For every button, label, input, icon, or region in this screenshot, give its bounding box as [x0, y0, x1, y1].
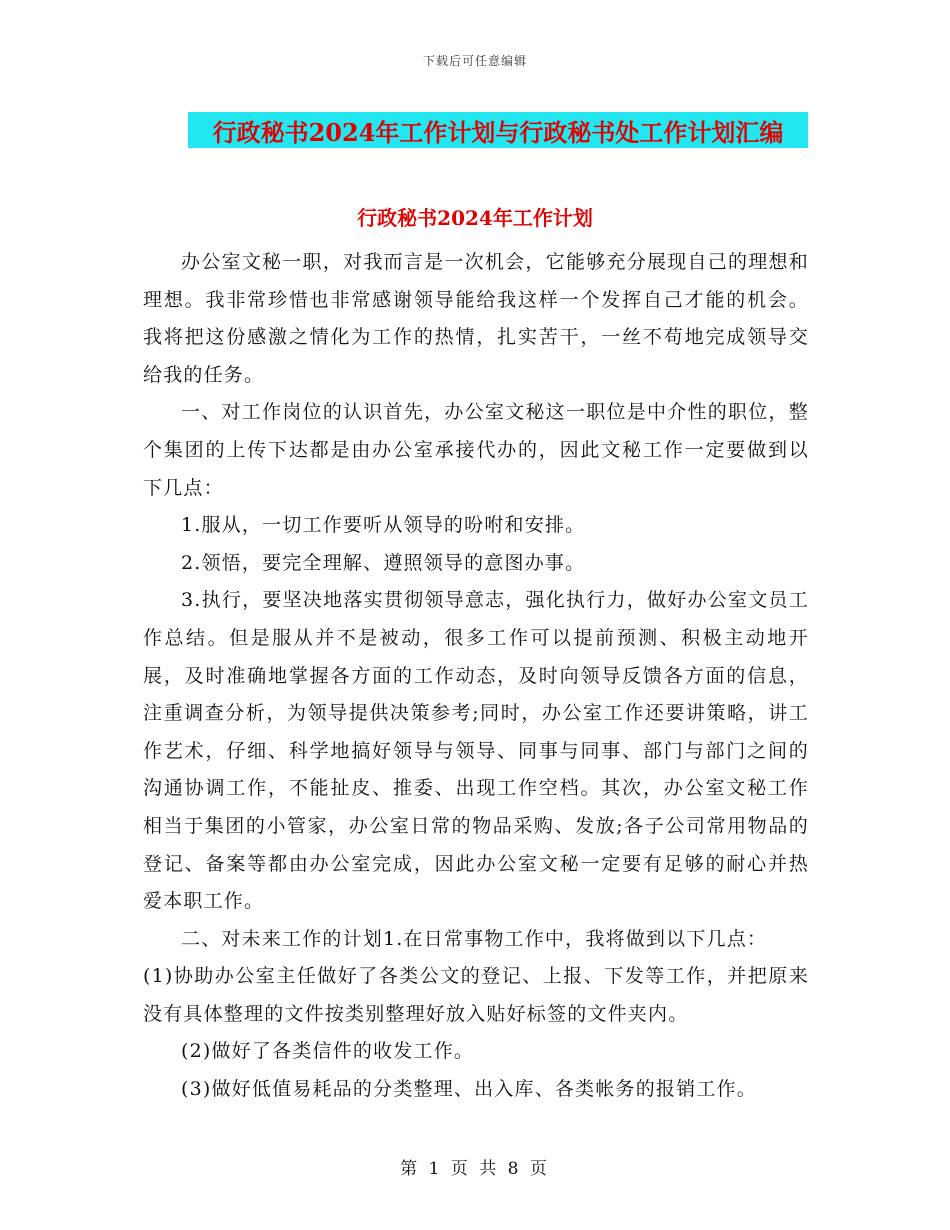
paragraph-section-two: 二、对未来工作的计划1.在日常事物工作中，我将做到以下几点：: [181, 927, 768, 950]
paragraph-item-2: 2.领悟，要完全理解、遵照领导的意图办事。: [181, 551, 586, 574]
paragraph-sub-item-2: (2)做好了各类信件的收发工作。: [181, 1040, 475, 1063]
paragraph-section-one: 一、对工作岗位的认识首先，办公室文秘这一职位是中介性的职位，整个集团的上传下达都是由办公室承接代办的，因此文秘工作一定要做到以下几点：: [143, 401, 809, 499]
main-title-highlight: [188, 112, 808, 148]
section-title: 行政秘书2024年工作计划: [357, 206, 593, 230]
document-body: [143, 244, 809, 1109]
paragraph-sub-item-3: (3)做好低值易耗品的分类整理、出入库、各类帐务的报销工作。: [181, 1078, 757, 1101]
header-note: 下载后可任意编辑: [422, 54, 527, 68]
paragraph-sub-item-1: (1)协助办公室主任做好了各类公文的登记、上报、下发等工作，并把原来没有具体整理的文件按类别整理好放入贴好标签的文件夹内。: [143, 965, 809, 1025]
paragraph-item-3: 3.执行，要坚决地落实贯彻领导意志，强化执行力，做好办公室文员工作总结。但是服从并不是被动，很多工作可以提前预测、积极主动地开展，及时准确地掌握各方面的工作动态，及时向领导反馈各方面的信息，注重调查分析，为领导提供决策参考;同时，办公室工作还要讲策略，讲工作艺术，仔细、科学地搞好领导与领导、同事与同事、部门与部门之间的沟通协调工作，不能扯皮、推委、出现工作空档。其次，办公室文秘工作相当于集团的小管家，办公室日常的物品采购、发放;各子公司常用物品的登记、备案等都由办公室完成，因此办公室文秘一定要有足够的耐心并热爱本职工作。: [143, 589, 809, 913]
page-number: 第 1 页 共 8 页: [400, 1159, 550, 1179]
main-title: 行政秘书2024年工作计划与行政秘书处工作计划汇编: [212, 117, 784, 147]
paragraph-intro: 办公室文秘一职，对我而言是一次机会，它能够充分展现自己的理想和理想。我非常珍惜也非常感谢领导能给我这样一个发挥自己才能的机会。我将把这份感激之情化为工作的热情，扎实苦干，一丝不苟地完成领导交给我的任务。: [143, 251, 809, 386]
paragraph-item-1: 1.服从，一切工作要听从领导的吩咐和安排。: [181, 514, 586, 537]
